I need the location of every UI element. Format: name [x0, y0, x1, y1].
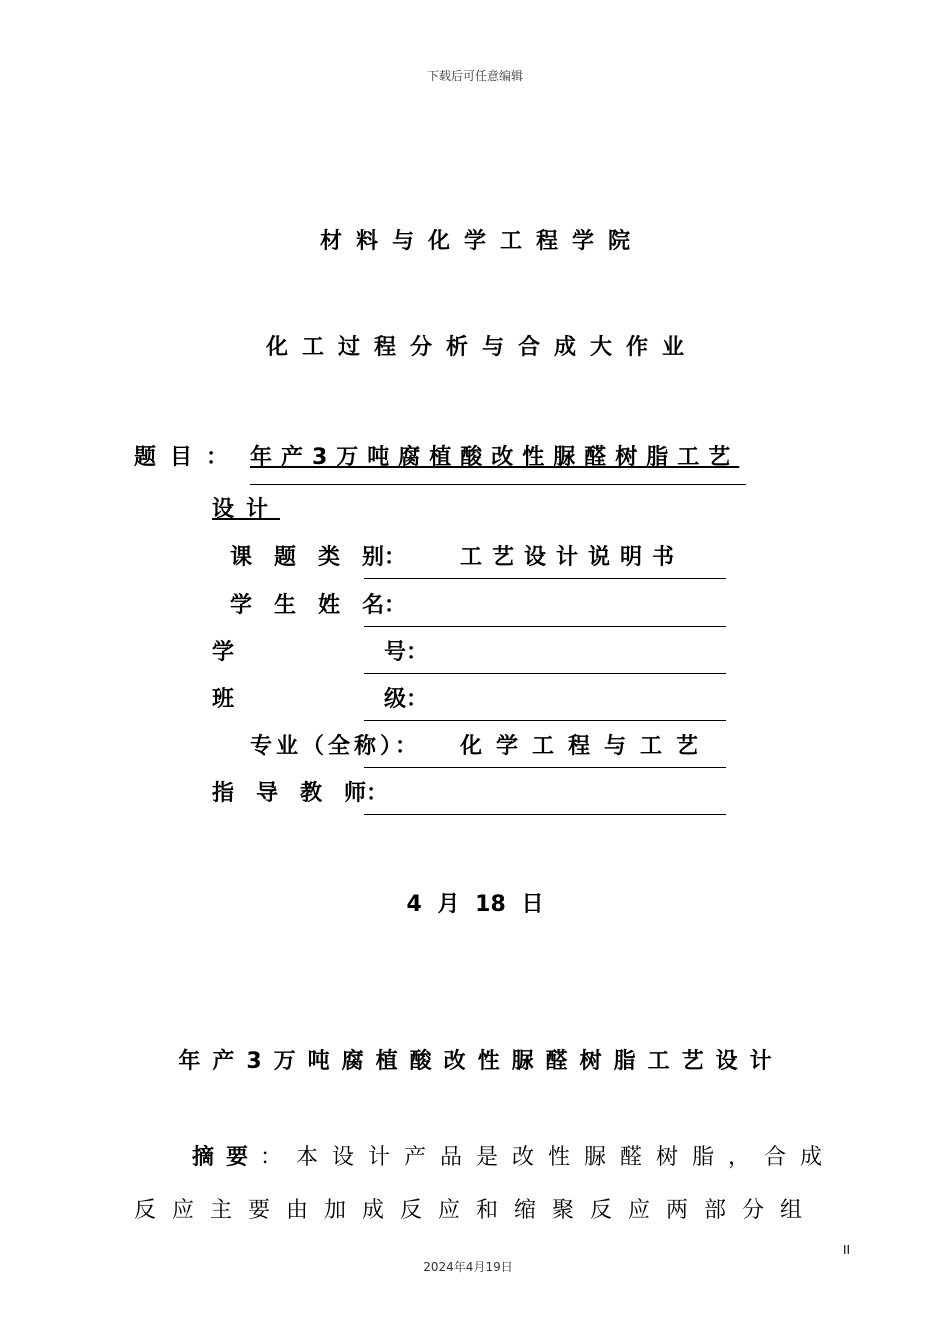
- category-underline: [364, 578, 726, 579]
- topic-title-line2: 设计: [212, 497, 281, 522]
- abstract-line-2: 反应主要由加成反应和缩聚反应两部分组: [134, 1198, 819, 1223]
- major-underline: [364, 767, 726, 768]
- student-id-label-left: 学: [212, 640, 235, 665]
- college-name: 材料与化学工程学院: [319, 229, 644, 254]
- cover-date: 4 月 18 日: [406, 892, 544, 917]
- topic-title-line1: 年产3万吨腐植酸改性脲醛树脂工艺: [250, 445, 740, 470]
- category-label: 课 题 类 别：: [230, 545, 407, 570]
- student-id-label-right: 号：: [384, 640, 429, 665]
- student-name-label: 学 生 姓 名：: [230, 593, 407, 618]
- topic-label: 题目：: [134, 445, 243, 470]
- abstract-label: 摘要: [192, 1145, 261, 1170]
- course-title: 化工过程分析与合成大作业: [265, 335, 698, 360]
- student-name-underline: [364, 626, 726, 627]
- page-number: II: [843, 1243, 851, 1257]
- major-value: 化学工程与工艺: [460, 734, 713, 759]
- class-label-right: 级：: [384, 687, 429, 712]
- abstract-line-1: [192, 1140, 836, 1171]
- page-footer: 2024年4月19日: [423, 1260, 513, 1274]
- topic-underline: [250, 484, 746, 485]
- advisor-underline: [364, 814, 726, 815]
- major-label: 专业（全称）：: [250, 734, 422, 759]
- class-label-left: 班: [212, 687, 235, 712]
- abstract-text-1: ：本设计产品是改性脲醛树脂，合成: [260, 1145, 837, 1170]
- page-header: 下载后可任意编辑: [426, 69, 523, 83]
- class-underline: [364, 720, 726, 721]
- advisor-label: 指 导 教 师：: [212, 781, 389, 806]
- category-value: 工艺设计说明书: [460, 545, 685, 570]
- student-id-underline: [364, 673, 726, 674]
- document-title: 年产3万吨腐植酸改性脲醛树脂工艺设计: [178, 1049, 784, 1074]
